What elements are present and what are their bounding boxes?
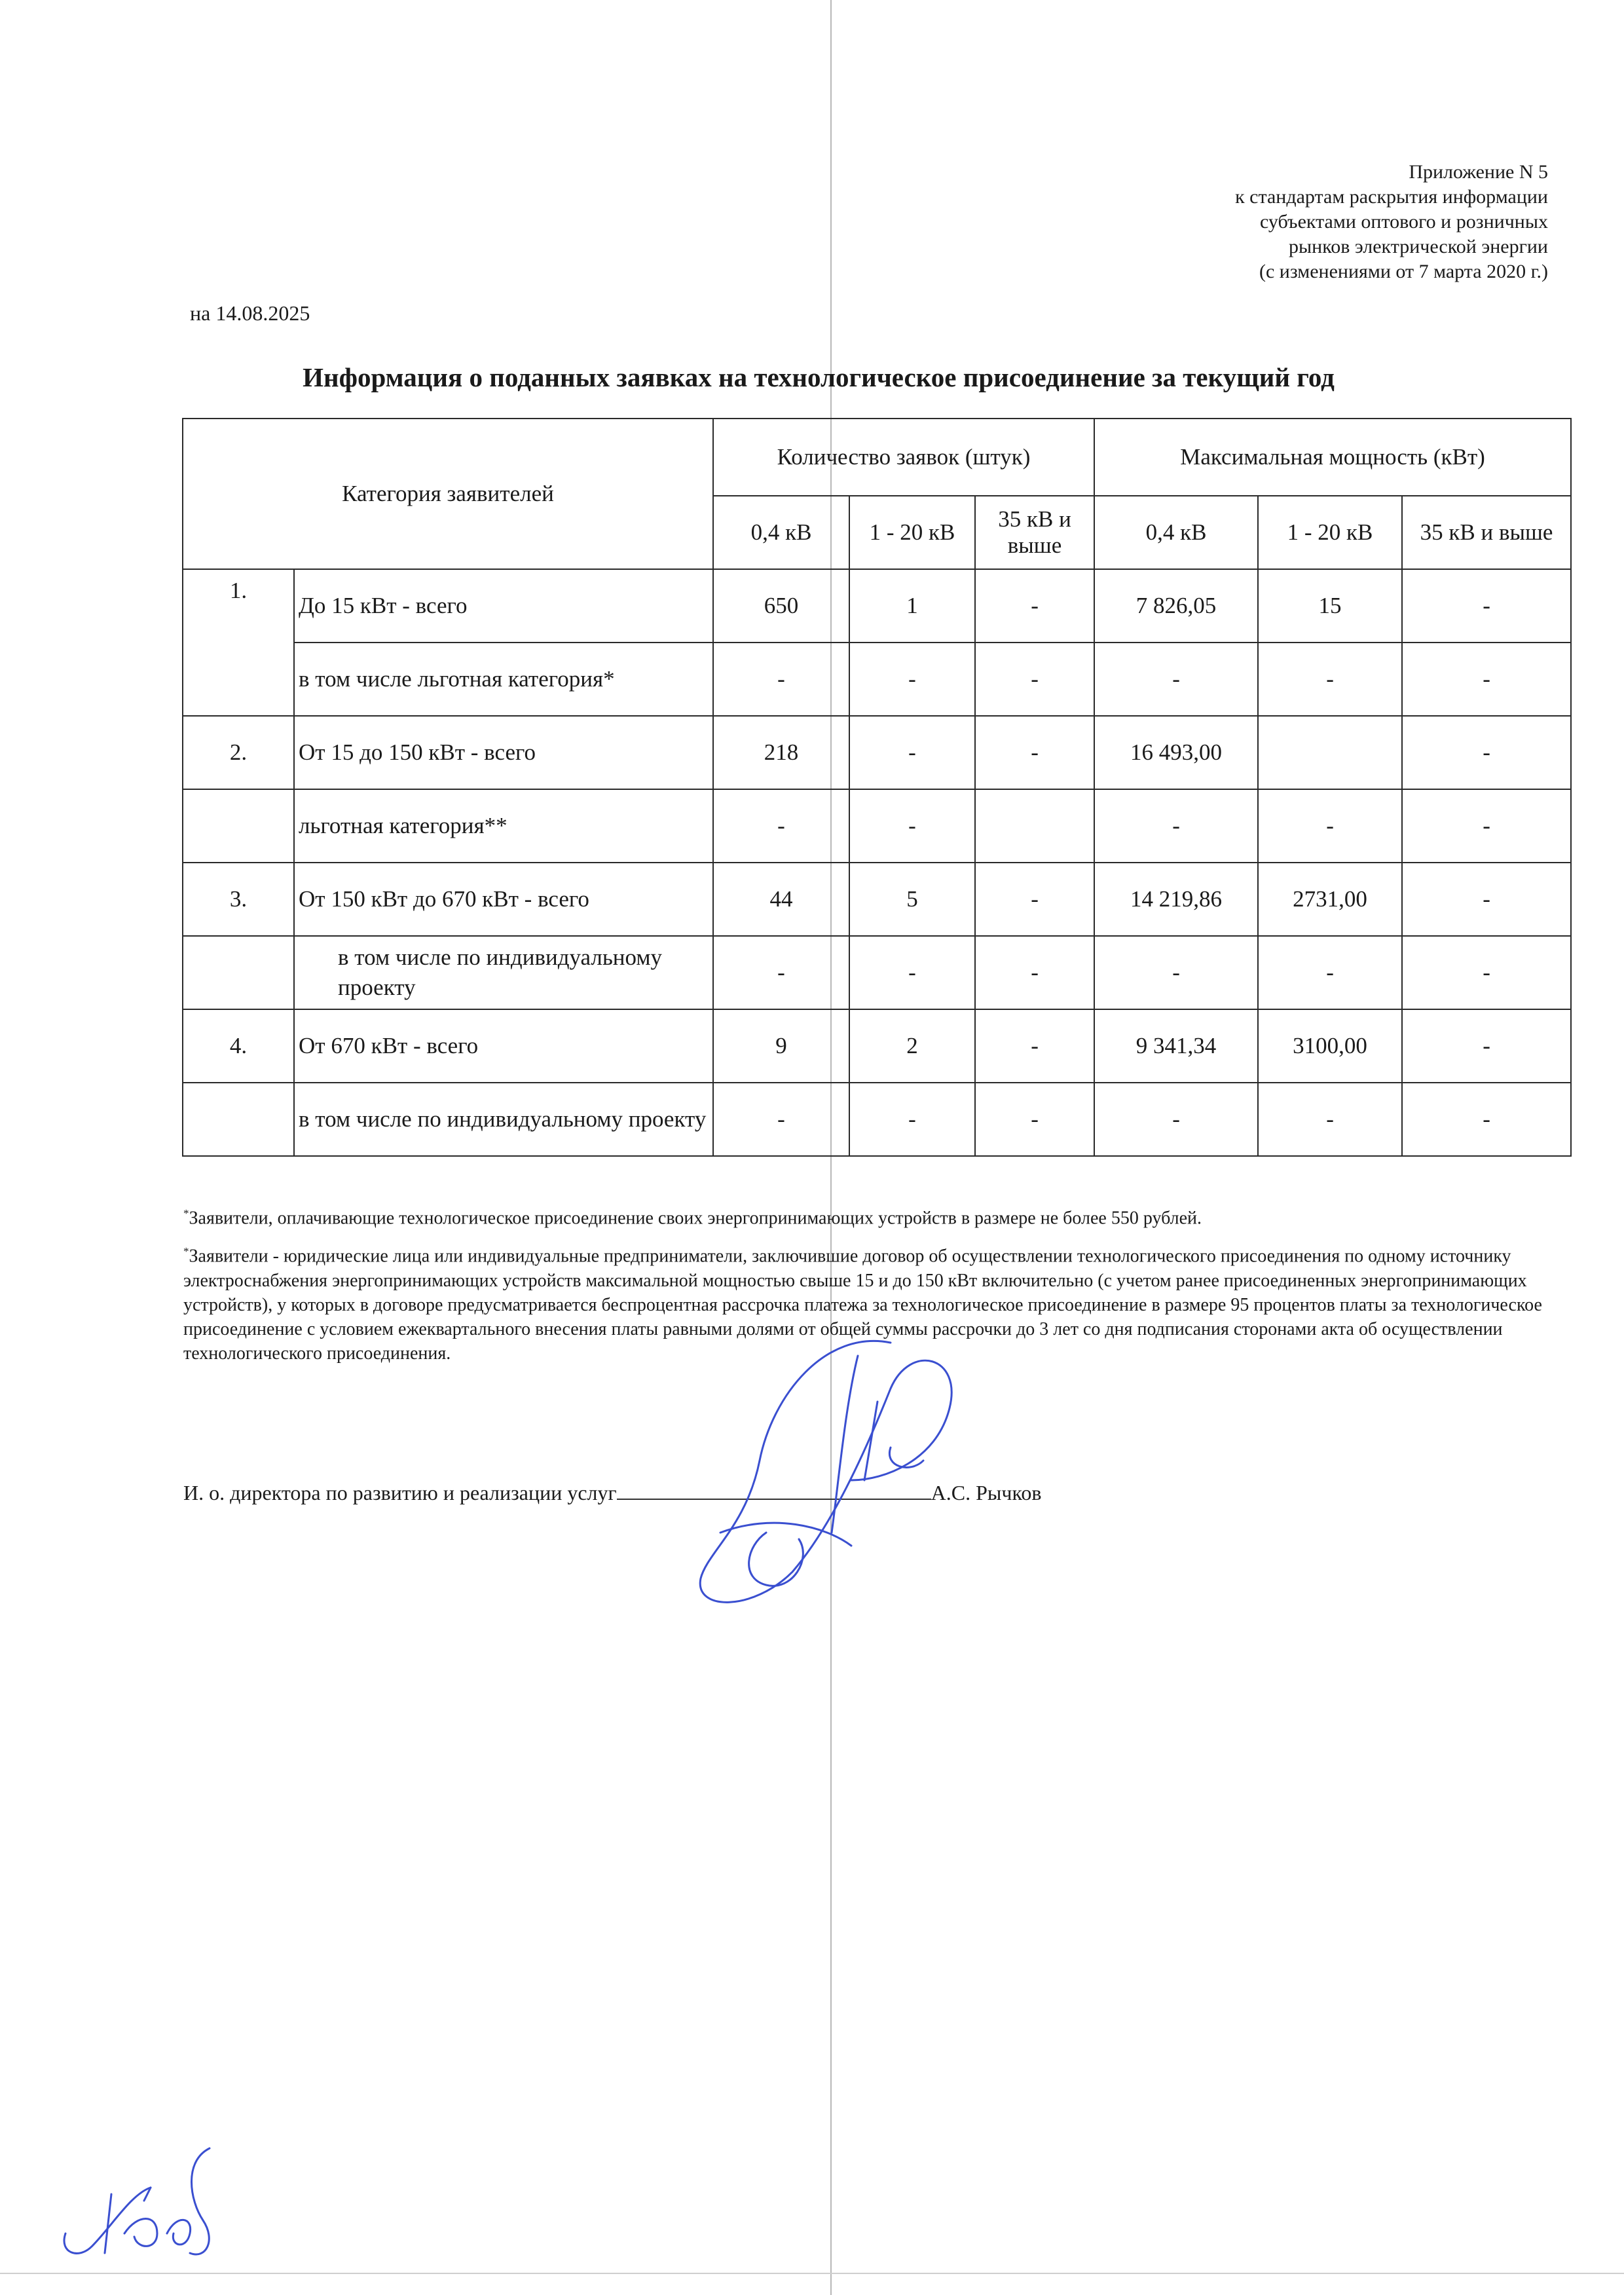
appendix-note [1235, 160, 1548, 284]
value-cell: - [849, 716, 975, 789]
appendix-line: субъектами оптового и розничных [1260, 211, 1548, 233]
value-cell: - [1402, 1009, 1571, 1083]
value-cell: - [1094, 789, 1258, 863]
footnote-mark: * [183, 1245, 189, 1258]
report-date: на 14.08.2025 [190, 301, 310, 325]
table-header-row [183, 419, 1571, 496]
row-label: До 15 кВт - всего [294, 569, 713, 643]
value-cell: - [1402, 569, 1571, 643]
value-cell: - [1094, 936, 1258, 1009]
value-cell: - [713, 643, 849, 716]
subheader-cell: 35 кВ и выше [1402, 496, 1571, 569]
row-label: От 150 кВт до 670 кВт - всего [294, 863, 713, 936]
value-cell: - [975, 643, 1094, 716]
value-cell: - [1258, 789, 1402, 863]
row-number: 4. [183, 1009, 294, 1083]
row-label: льготная категория** [294, 789, 713, 863]
value-cell: - [849, 643, 975, 716]
value-cell: 14 219,86 [1094, 863, 1258, 936]
document-title: Информация о поданных заявках на технологическое присоединение за текущий год [303, 362, 1335, 392]
applications-table [182, 418, 1572, 1157]
handwritten-signature-icon [694, 1316, 969, 1624]
value-cell: 5 [849, 863, 975, 936]
value-cell: - [975, 1009, 1094, 1083]
value-cell: - [1258, 936, 1402, 1009]
value-cell: 9 [713, 1009, 849, 1083]
value-cell: - [713, 789, 849, 863]
table-row [183, 643, 1571, 716]
value-cell: - [975, 569, 1094, 643]
table-row [183, 1009, 1571, 1083]
value-cell: 44 [713, 863, 849, 936]
row-label: в том числе по индивидуальному проекту [294, 936, 713, 1009]
value-cell: - [1258, 643, 1402, 716]
value-cell: - [1402, 1083, 1571, 1156]
value-cell: - [1094, 643, 1258, 716]
subheader-cell: 1 - 20 кВ [849, 496, 975, 569]
value-cell: 3100,00 [1258, 1009, 1402, 1083]
table-row [183, 789, 1571, 863]
value-cell: - [713, 936, 849, 1009]
row-label: От 15 до 150 кВт - всего [294, 716, 713, 789]
appendix-line: рынков электрической энергии [1289, 236, 1548, 257]
value-cell: 7 826,05 [1094, 569, 1258, 643]
value-cell: - [1258, 1083, 1402, 1156]
value-cell: 2731,00 [1258, 863, 1402, 936]
signatory-position: И. о. директора по развитию и реализации услуг [183, 1481, 617, 1504]
appendix-line: (с изменениями от 7 марта 2020 г.) [1259, 261, 1548, 282]
row-number: 1. [183, 569, 294, 716]
value-cell: - [975, 1083, 1094, 1156]
value-cell [975, 789, 1094, 863]
value-cell: - [1402, 863, 1571, 936]
row-number [183, 789, 294, 863]
table-row [183, 863, 1571, 936]
row-label: в том числе льготная категория* [294, 643, 713, 716]
value-cell: - [849, 936, 975, 1009]
value-cell: - [975, 936, 1094, 1009]
value-cell: 1 [849, 569, 975, 643]
value-cell: - [1402, 643, 1571, 716]
appendix-line: к стандартам раскрытия информации [1235, 186, 1548, 208]
value-cell: - [849, 1083, 975, 1156]
row-number: 2. [183, 716, 294, 789]
row-number [183, 936, 294, 1009]
table-row [183, 1083, 1571, 1156]
value-cell: - [1402, 789, 1571, 863]
footnote-text: Заявители, оплачивающие технологическое присоединение своих энергопринимающих устройств в размере не более 550 рублей. [189, 1208, 1202, 1229]
value-cell: 218 [713, 716, 849, 789]
value-cell: - [1402, 936, 1571, 1009]
appendix-line: Приложение N 5 [1409, 161, 1548, 183]
scan-bottom-line [0, 2273, 1624, 2274]
row-number: 3. [183, 863, 294, 936]
row-number [183, 1083, 294, 1156]
value-cell: 2 [849, 1009, 975, 1083]
row-label: От 670 кВт - всего [294, 1009, 713, 1083]
value-cell: - [975, 716, 1094, 789]
value-cell: 15 [1258, 569, 1402, 643]
table-row [183, 569, 1571, 643]
value-cell: - [1094, 1083, 1258, 1156]
table-row [183, 936, 1571, 1009]
header-category: Категория заявителей [183, 419, 713, 569]
header-power-group: Максимальная мощность (кВт) [1094, 419, 1571, 496]
value-cell: - [1402, 716, 1571, 789]
subheader-cell: 0,4 кВ [713, 496, 849, 569]
value-cell [1258, 716, 1402, 789]
footnote-text: Заявители - юридические лица или индивидуальные предприниматели, заключившие договор об осуществлении технологического присоединения по одному источнику электроснабжения энергопринимающих устройств максимальной мощностью свыше 15 и до 150 кВт включительно (с учетом ранее присоединенных энергопринимающих устройств), у которых в договоре предусматривается беспроцентная рассрочка платежа за технологическое присоединение в размере 95 процентов платы за технологическое присоединение с условием ежеквартального внесения платы равными долями от общей суммы рассрочки до 3 лет со дня подписания сторонами акта об осуществлении технологического присоединения. [183, 1246, 1542, 1364]
header-count-group: Количество заявок (штук) [713, 419, 1094, 496]
handwritten-initials-icon [52, 2122, 249, 2266]
table-row [183, 716, 1571, 789]
footnote-preferential [183, 1201, 1578, 1230]
value-cell: 16 493,00 [1094, 716, 1258, 789]
subheader-cell: 35 кВ и выше [975, 496, 1094, 569]
footnote-mark: * [183, 1207, 189, 1220]
signatory-name: А.С. Рычков [931, 1481, 1042, 1504]
row-label: в том числе по индивидуальному проекту [294, 1083, 713, 1156]
value-cell: 650 [713, 569, 849, 643]
value-cell: - [975, 863, 1094, 936]
subheader-cell: 1 - 20 кВ [1258, 496, 1402, 569]
subheader-cell: 0,4 кВ [1094, 496, 1258, 569]
value-cell: - [713, 1083, 849, 1156]
value-cell: 9 341,34 [1094, 1009, 1258, 1083]
value-cell: - [849, 789, 975, 863]
